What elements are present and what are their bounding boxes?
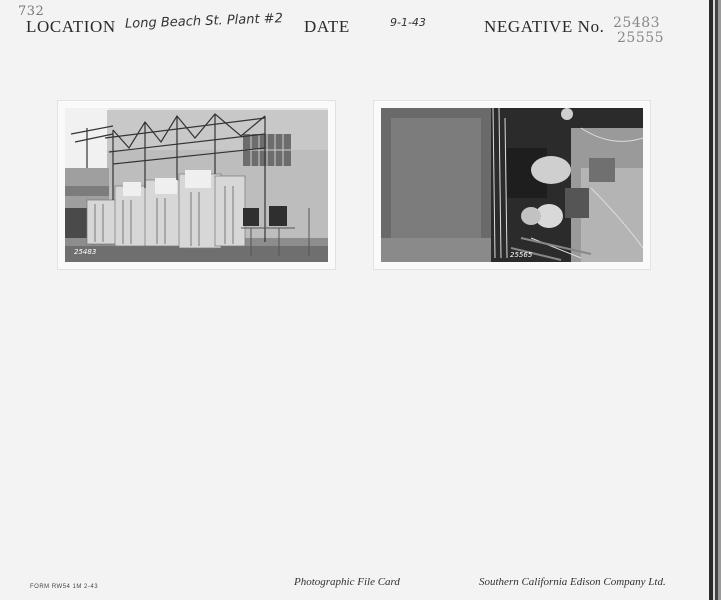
- form-number: FORM RW54 1M 2-43: [30, 584, 99, 590]
- company-name: Southern California Edison Company Ltd.: [479, 576, 666, 588]
- substation-transformers-photo: [65, 108, 328, 262]
- date-value: 9-1-43: [390, 16, 426, 29]
- location-label: LOCATION: [26, 17, 116, 36]
- photo-mount-2: [374, 101, 650, 269]
- card-edge-divider: [709, 0, 721, 600]
- card-index-number: 732: [18, 4, 45, 19]
- negative-label: NEGATIVE No.: [484, 17, 605, 36]
- electrical-equipment-photo: [381, 108, 643, 262]
- photo-caption-1: 25483: [74, 248, 97, 256]
- photo-caption-2: 25565: [510, 251, 533, 259]
- date-label: DATE: [304, 17, 350, 36]
- negative-number-1: 25483: [613, 15, 661, 31]
- card-title: Photographic File Card: [294, 576, 400, 588]
- location-value: Long Beach St. Plant #2: [124, 11, 284, 32]
- photo-mount-1: [58, 101, 335, 269]
- negative-number-2: 25555: [617, 30, 665, 46]
